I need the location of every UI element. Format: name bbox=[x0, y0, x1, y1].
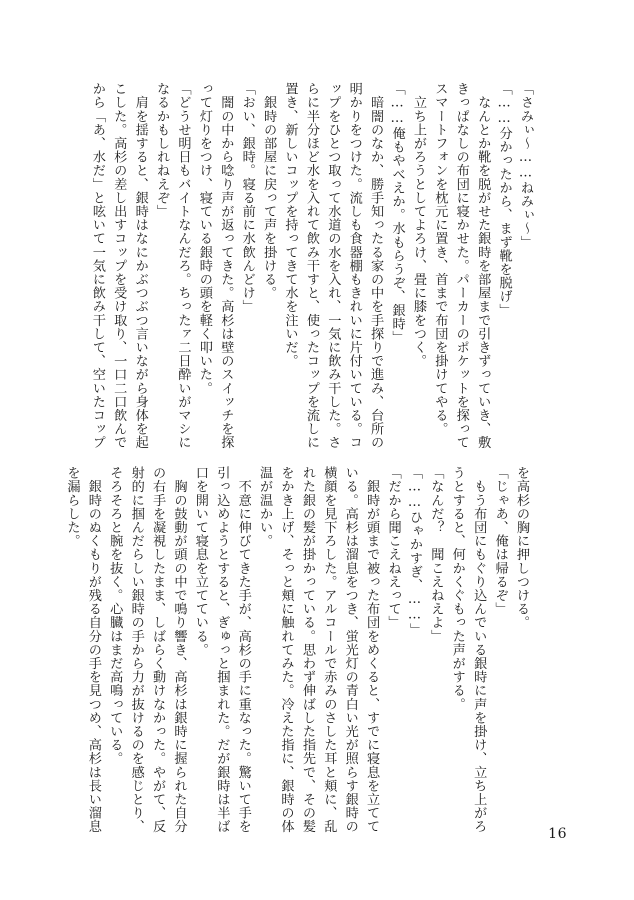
text-line: の右手を凝視したまま、しばらく動けなかった。やがて、反 bbox=[150, 466, 166, 834]
text-line: スマートフォンを枕元に置き、首まで布団を掛けてやる。 bbox=[432, 82, 448, 436]
text-line: 銀時の部屋に戻って声を掛ける。 bbox=[261, 82, 277, 300]
text-line: 引っ込めようとすると、ぎゅっと掴まれた。だが銀時は半ば bbox=[214, 466, 230, 834]
text-line: うとすると、何かくぐもった声がする。 bbox=[449, 466, 465, 711]
text-line: 「……俺もやべえか。水もらうぞ、銀時」 bbox=[389, 82, 405, 344]
text-line: いる。高杉は溜息をつき、蛍光灯の青白い光が照らす銀時の bbox=[342, 466, 358, 834]
text-line: 置き、新しいコップを持ってきて水を注いだ。 bbox=[282, 82, 298, 368]
text-line: そろそろと腕を抜く。心臓はまだ高鳴っている。 bbox=[107, 466, 123, 766]
text-line: 「……ひゃかすぎ、……」 bbox=[406, 466, 422, 637]
text-line: 肩を揺すると、銀時はなにかぶつぶつ言いながら身体を起 bbox=[132, 82, 148, 450]
text-line: らに半分ほど水を入れて飲み干すと、使ったコップを流しに bbox=[303, 82, 319, 450]
text-line: 温が温かい。 bbox=[257, 466, 273, 548]
text-line: 「おい、銀時。寝る前に水飲んどけ」 bbox=[239, 82, 255, 314]
text-line: 「……分かったから、まず靴を脱げ」 bbox=[496, 82, 512, 317]
text-line: ップをひとつ取って水道の水を入れ、一気に飲み干した。さ bbox=[325, 82, 341, 450]
text-line: 明かりをつけた。流しも食器棚もきれいに片付いている。コ bbox=[346, 82, 362, 450]
text-block-lower bbox=[64, 466, 532, 834]
text-line: なるかもしれねえぞ」 bbox=[154, 82, 170, 218]
text-line: 「だから聞こえねえって」 bbox=[385, 466, 401, 630]
text-line: 射的に掴んだらしい銀時の手から力が抜けるのを感じとり、 bbox=[128, 466, 144, 834]
page-number: 16 bbox=[548, 826, 567, 842]
text-line: 闇の中から唸り声が返ってきた。高杉は壁のスイッチを探 bbox=[218, 82, 234, 450]
text-line: って灯りをつけ、寝ている銀時の頭を軽く叩いた。 bbox=[196, 82, 212, 395]
text-line: 口を開いて寝息を立てている。 bbox=[192, 466, 208, 657]
text-line: 「なんだ？ 聞こえねえよ」 bbox=[428, 466, 444, 643]
text-line: なんとか靴を脱がせた銀時を部屋まで引きずっていき、敷 bbox=[475, 82, 491, 450]
text-line: を漏らした。 bbox=[64, 466, 80, 548]
text-line: をかき上げ、そっと頬に触れてみた。冷えた指に、銀時の体 bbox=[278, 466, 294, 834]
text-block-upper bbox=[89, 82, 536, 450]
text-line: 立ち上がろうとしてよろけ、畳に膝をつく。 bbox=[410, 82, 426, 368]
text-line: 「どうせ明日もバイトなんだろ。ちったァ二日酔いがマシに bbox=[175, 82, 191, 450]
text-line: 銀時が頭まで被った布団をめくると、すでに寝息を立てて bbox=[364, 466, 380, 834]
text-line: 不意に伸びてきた手が、高杉の手に重なった。驚いて手を bbox=[235, 466, 251, 834]
text-line: を高杉の胸に押しつける。 bbox=[514, 466, 529, 630]
text-line: 横顔を見下ろした。アルコールで赤みのさした耳と頬に、乱 bbox=[321, 466, 337, 834]
text-line: れた銀の髪が掛かっている。思わず伸ばした指先で、その髪 bbox=[299, 466, 315, 834]
text-line: 「さみぃ〜……ねみぃ〜」 bbox=[518, 82, 533, 249]
text-line: 暗闇のなか、勝手知ったる家の中を手探りで進み、台所の bbox=[368, 82, 384, 450]
text-line: 銀時のぬくもりが残る自分の手を見つめ、高杉は長い溜息 bbox=[85, 466, 101, 834]
text-line: 「じゃあ、俺は帰るぞ」 bbox=[492, 466, 508, 616]
text-line: きっぱなしの布団に寝かせた。パーカーのポケットを探って bbox=[453, 82, 469, 450]
text-line: 胸の鼓動が頭の中で鳴り響き、高杉は銀時に握られた自分 bbox=[171, 466, 187, 834]
text-line: もう布団にもぐり込んでいる銀時に声を掛け、立ち上がろ bbox=[471, 466, 487, 834]
text-line: こした。高杉の差し出すコップを受け取り、一口二口飲んで bbox=[111, 82, 127, 450]
text-line: から「あ、水だ」と呟いて一気に飲み干して、空いたコップ bbox=[89, 82, 105, 450]
